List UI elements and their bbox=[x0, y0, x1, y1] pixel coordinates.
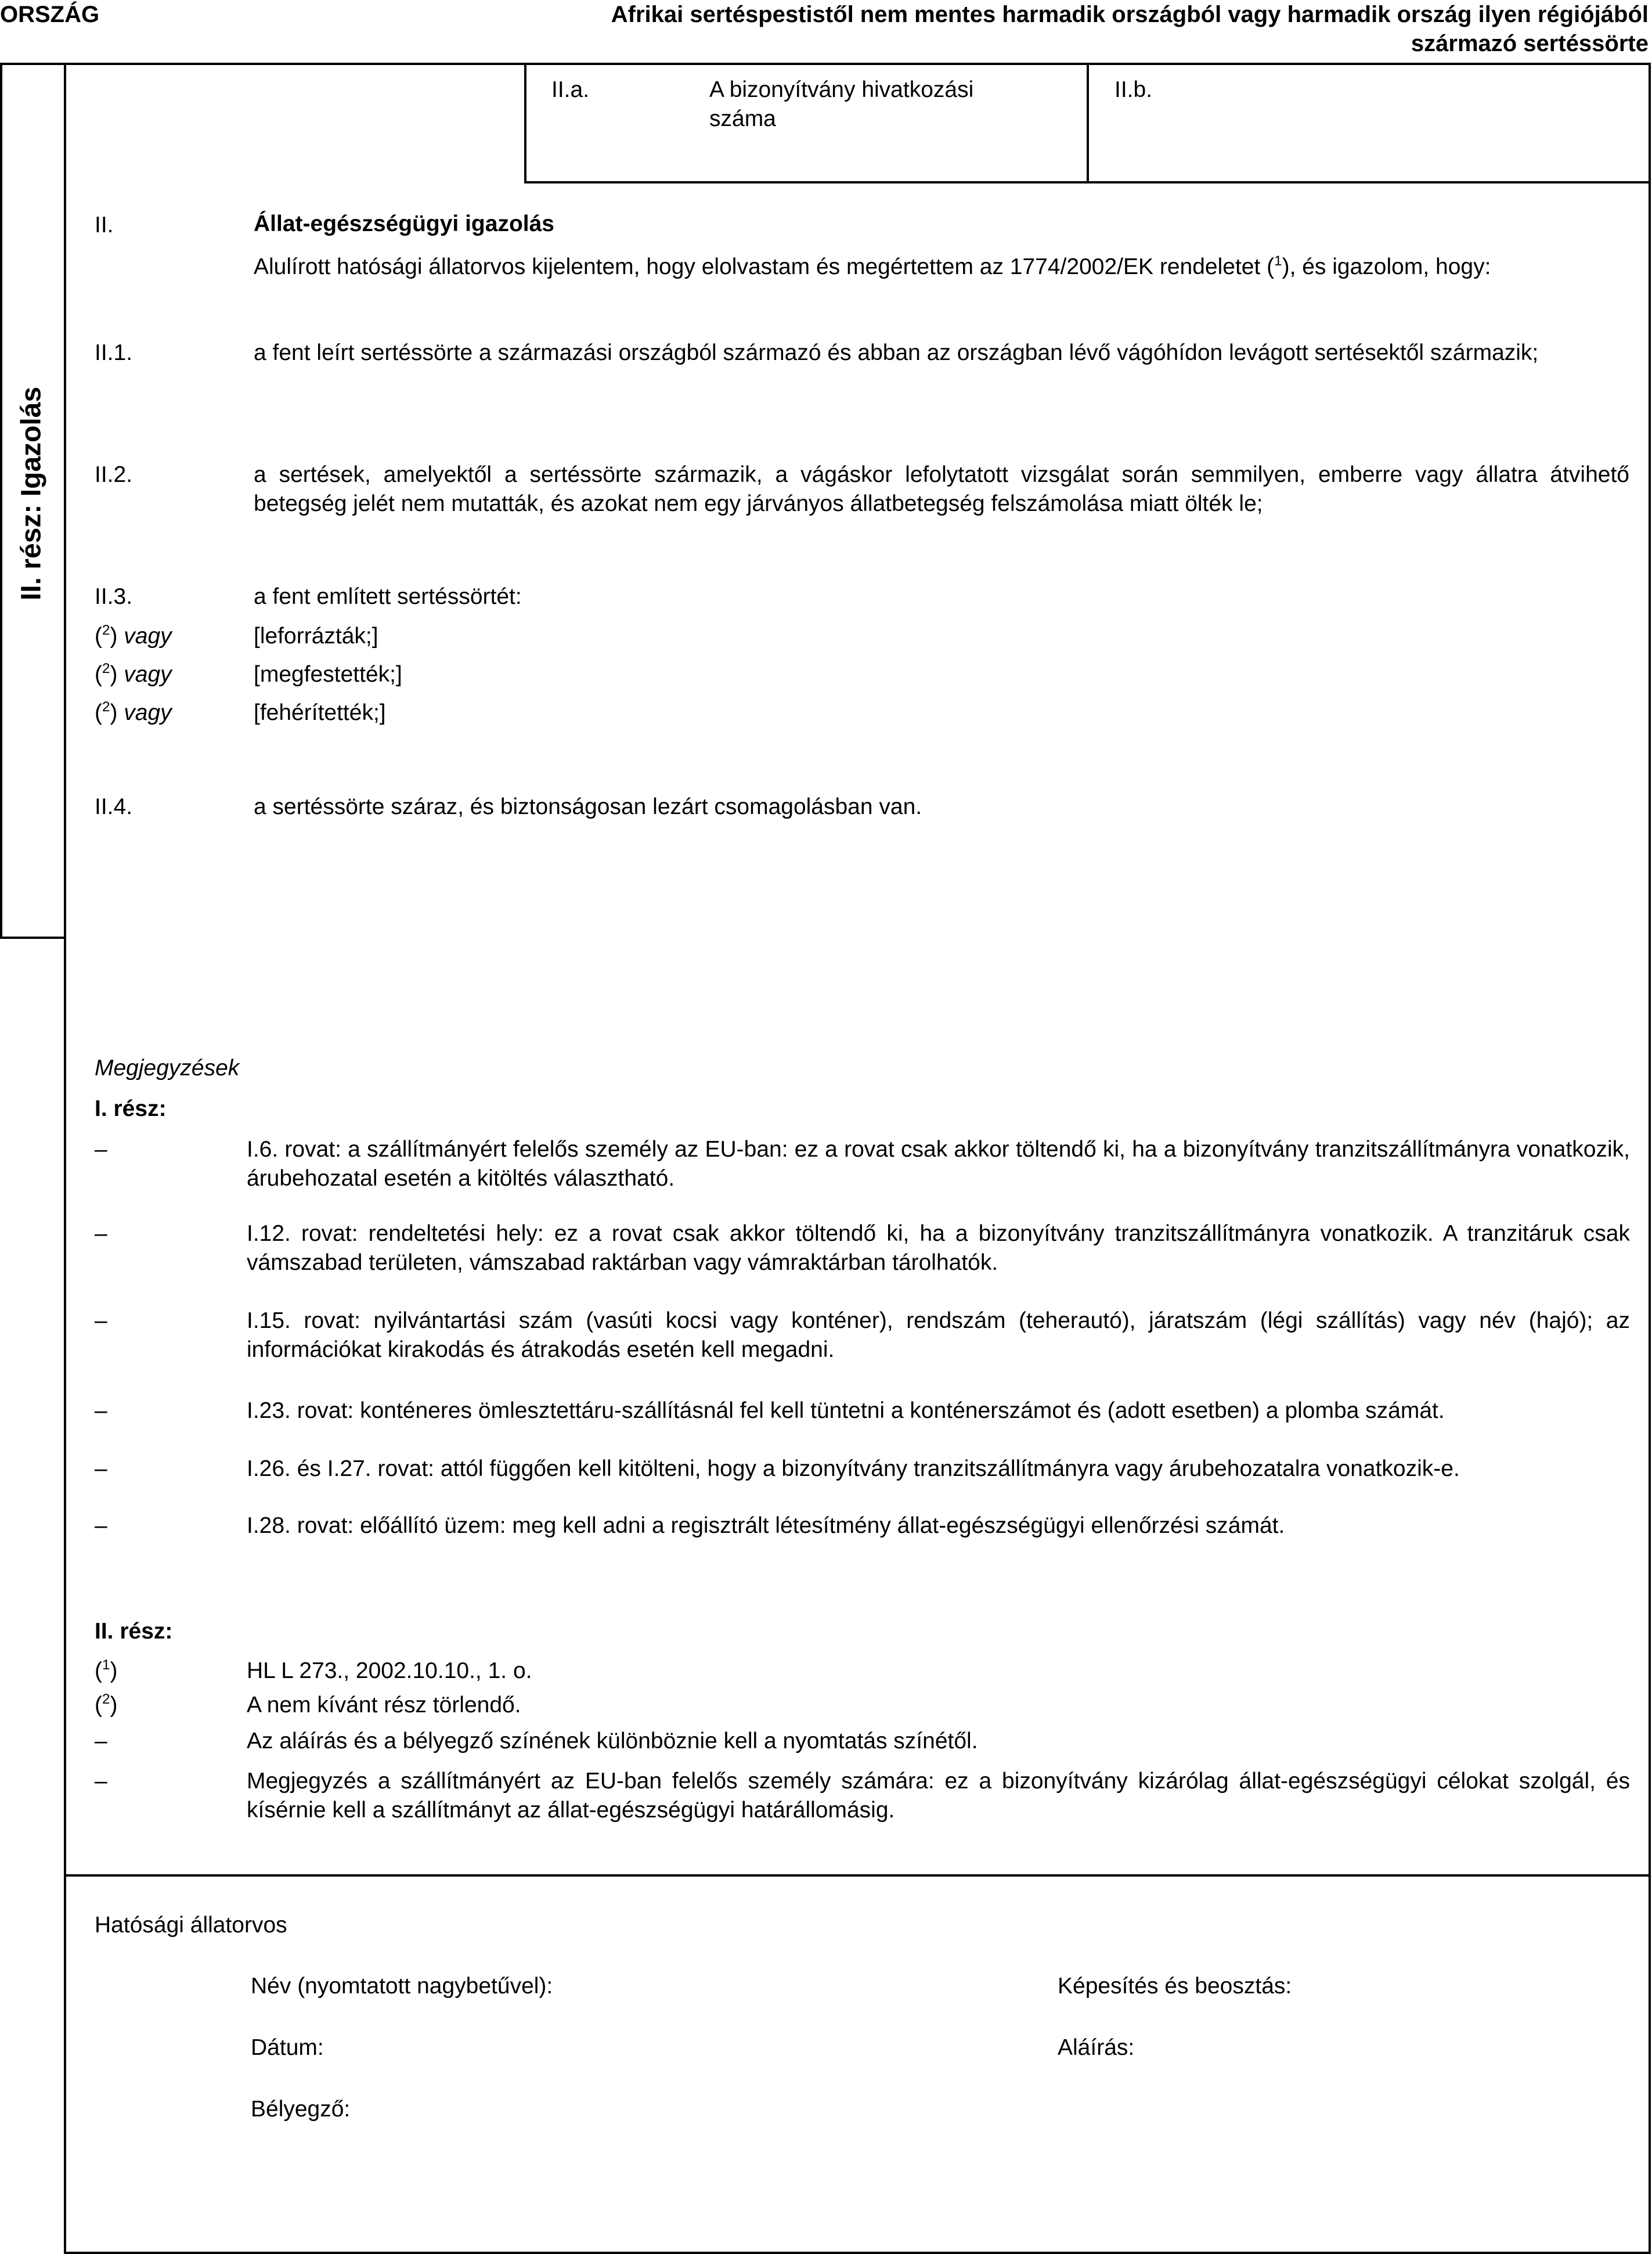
option-marker: ($^2$) vagy bbox=[95, 698, 172, 725]
note-item: Megjegyzés a szállítmányért az EU-ban felelős személy számára: ez a bizonyítvány kizárólag állat-egészségügyi célokat szolgál, és kísérnie kell a szállítmányt az állat-egészségügyi határállomásig. bbox=[247, 1769, 1630, 1823]
note-dash: – bbox=[95, 1221, 107, 1246]
note-dash: – bbox=[95, 1137, 107, 1162]
ref-iia-label: A bizonyítvány hivatkozási száma bbox=[709, 77, 974, 131]
qualification-label: Képesítés és beosztás: bbox=[1058, 1974, 1292, 1999]
option-text: [megfestették;] bbox=[254, 662, 402, 687]
country-label: ORSZÁG bbox=[0, 2, 100, 27]
note-item: I.26. és I.27. rovat: attól függően kell kitölteni, hogy a bizonyítvány tranzitszállítmányra vagy árubehozatalra vonatkozik-e. bbox=[247, 1456, 1460, 1481]
footnote-text: A nem kívánt rész törlendő. bbox=[247, 1693, 521, 1717]
note-dash: – bbox=[95, 1456, 107, 1481]
item-ii4-code: II.4. bbox=[95, 794, 133, 819]
footnote-text: HL L 273., 2002.10.10., 1. o. bbox=[247, 1658, 532, 1683]
footnote-marker: ($^1$) bbox=[95, 1657, 118, 1683]
notes-part2-heading: II. rész: bbox=[95, 1619, 173, 1644]
note-dash: – bbox=[95, 1513, 107, 1538]
item-ii1-code: II.1. bbox=[95, 340, 133, 365]
option-text: [leforrázták;] bbox=[254, 624, 378, 649]
note-item: I.6. rovat: a szállítmányért felelős személy az EU-ban: ez a rovat csak akkor töltendő ki, ha a bizonyítvány tranzitszállítmányra vonatkozik, árubehozatal esetén a kitöltés választható. bbox=[247, 1137, 1630, 1191]
item-ii1-text: a fent leírt sertéssörte a származási országból származó és abban az országban lévő vágóhídon levágott sertésektől származik; bbox=[254, 340, 1539, 365]
item-ii2-text: a sertések, amelyektől a sertéssörte származik, a vágáskor lefolytatott vizsgálat során semmilyen, emberre vagy állatra átvihető betegség jelét nem mutatták, és azokat nem egy járványos állatbetegség felszámolása miatt ölték le; bbox=[254, 462, 1629, 516]
section-title: Állat-egészségügyi igazolás bbox=[254, 211, 554, 236]
footnote-marker: ($^2$) bbox=[95, 1691, 118, 1717]
stamp-label: Bélyegző: bbox=[251, 2097, 351, 2122]
note-dash: – bbox=[95, 1398, 107, 1423]
notes-part1-heading: I. rész: bbox=[95, 1096, 167, 1121]
certificate-title: Afrikai sertéspestistől nem mentes harmadik országból vagy harmadik ország ilyen régiójából származó sertéssörte bbox=[611, 2, 1649, 56]
notes-heading: Megjegyzések bbox=[95, 1056, 240, 1081]
item-ii3-text: a fent említett sertéssörtét: bbox=[254, 584, 522, 609]
note-dash: – bbox=[95, 1308, 107, 1333]
side-label bbox=[0, 0, 64, 938]
signature-label: Aláírás: bbox=[1058, 2035, 1135, 2060]
option-marker: ($^2$) vagy bbox=[95, 660, 172, 687]
item-ii4-text: a sertéssörte száraz, és biztonságosan lezárt csomagolásban van. bbox=[254, 794, 922, 819]
ref-iib-code: II.b. bbox=[1114, 77, 1153, 102]
option-text: [fehérítették;] bbox=[254, 700, 386, 725]
ref-iia-code: II.a. bbox=[551, 77, 590, 102]
section-code: II. bbox=[95, 213, 114, 237]
date-label: Dátum: bbox=[251, 2035, 324, 2060]
note-dash: – bbox=[95, 1769, 107, 1794]
option-marker: ($^2$) vagy bbox=[95, 622, 172, 649]
note-item: I.15. rovat: nyilvántartási szám (vasúti kocsi vagy konténer), rendszám (teherautó), járatszám (légi szállítás) vagy név (hajó); az információkat kirakodás és átrakodás esetén kell megadni. bbox=[247, 1308, 1630, 1362]
name-label: Név (nyomtatott nagybetűvel): bbox=[251, 1974, 553, 1999]
item-ii2-code: II.2. bbox=[95, 462, 133, 487]
note-item: I.12. rovat: rendeltetési hely: ez a rovat csak akkor töltendő ki, ha a bizonyítvány tranzitszállítmányra vonatkozik. A tranzitáruk csak vámszabad területen, vámszabad raktárban vagy vámraktárban tárolhatók. bbox=[247, 1221, 1630, 1275]
item-ii3-code: II.3. bbox=[95, 584, 133, 609]
note-item: Az aláírás és a bélyegző színének különböznie kell a nyomtatás színétől. bbox=[247, 1729, 978, 1753]
note-item: I.28. rovat: előállító üzem: meg kell adni a regisztrált létesítmény állat-egészségügyi ellenőrzési számát. bbox=[247, 1513, 1285, 1538]
official-vet-label: Hatósági állatorvos bbox=[95, 1913, 287, 1938]
section-intro: Alulírott hatósági állatorvos kijelentem, hogy elolvastam és megértettem az 1774/2002/EK rendeletet ($^1$), és igazolom, hogy: bbox=[254, 253, 1491, 279]
side-label-text: II. rész: Igazolás bbox=[16, 386, 47, 601]
note-item: I.23. rovat: konténeres ömlesztettáru-szállításnál fel kell tüntetni a konténerszámot és (adott esetben) a plomba számát. bbox=[247, 1398, 1445, 1423]
note-dash: – bbox=[95, 1729, 107, 1753]
